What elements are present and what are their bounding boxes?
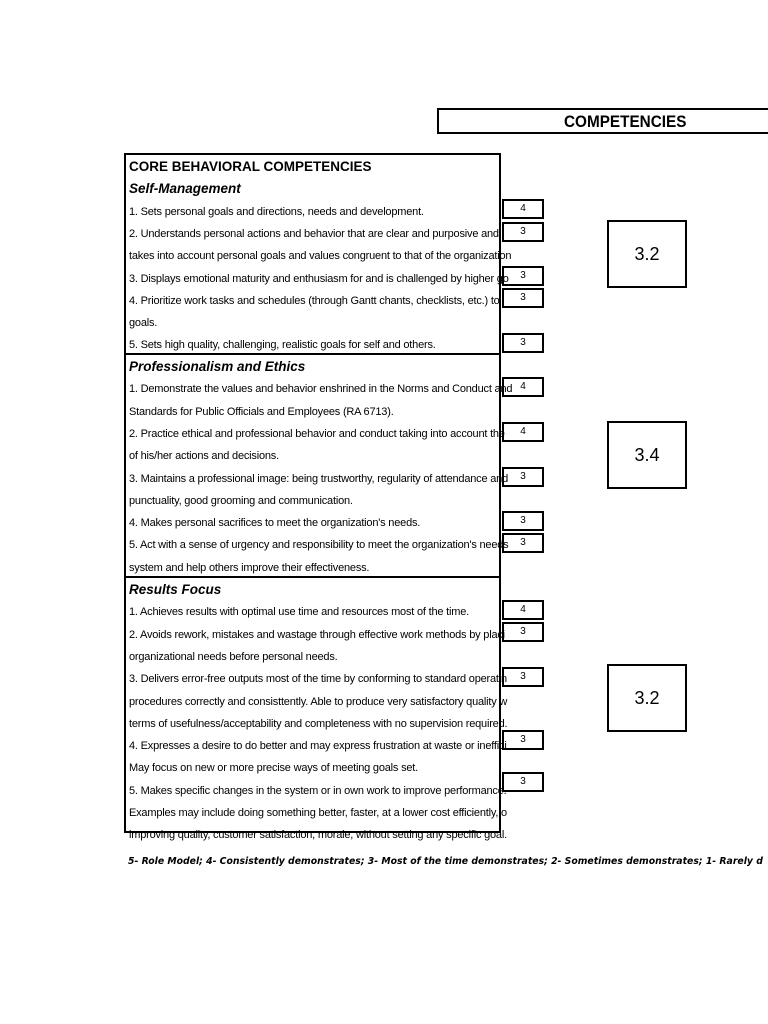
competency-line: 2. Understands personal actions and behavior that are clear and purposive and [129,228,499,240]
competency-line: punctuality, good grooming and communication. [129,495,353,507]
competency-line: of his/her actions and decisions. [129,450,279,462]
rating-cell[interactable]: 3 [502,622,544,642]
competency-line: 4. Prioritize work tasks and schedules (through Gantt chants, checklists, etc.) to [129,295,500,307]
average-professionalism-ethics: 3.4 [607,421,687,489]
average-results-focus: 3.2 [607,664,687,732]
rating-cell[interactable]: 3 [502,533,544,553]
rating-cell[interactable]: 3 [502,511,544,531]
group-title-professionalism-ethics: Professionalism and Ethics [129,359,306,374]
group-title-self-management: Self-Management [129,181,241,196]
competency-line: 1. Demonstrate the values and behavior enshrined in the Norms and Conduct and [129,383,513,395]
rating-cell[interactable]: 3 [502,288,544,308]
average-self-management: 3.2 [607,220,687,288]
competency-line: terms of usefulness/acceptability and completeness with no supervision required. [129,718,508,730]
competency-line: 5. Act with a sense of urgency and responsibility to meet the organization's needs [129,539,509,551]
section-self-management [124,153,512,355]
competency-line: Examples may include doing something better, faster, at a lower cost efficiently, o [129,807,507,819]
section-results-focus [124,576,508,841]
rating-cell[interactable]: 4 [502,199,544,219]
competency-line: system and help others improve their effectiveness. [129,562,370,574]
competency-line: 3. Displays emotional maturity and enthusiasm for and is challenged by higher go [129,273,509,285]
competency-line: May focus on new or more precise ways of meeting goals set. [129,762,419,774]
rating-legend: 5- Role Model; 4- Consistently demonstrates; 3- Most of the time demonstrates; 2- Sometimes demonstrates; 1- Rarely d [128,856,763,867]
competency-line: 3. Delivers error-free outputs most of the time by conforming to standard operatin [129,673,507,685]
section-professionalism-ethics [124,353,513,578]
competency-line: 5. Sets high quality, challenging, realistic goals for self and others. [129,339,436,351]
rating-cell[interactable]: 4 [502,600,544,620]
group-title-results-focus: Results Focus [129,582,222,597]
competency-line: 4. Makes personal sacrifices to meet the organization's needs. [129,517,421,529]
competency-line: procedures correctly and consisttently. Able to produce very satisfactory quality w [129,696,508,708]
competency-line: goals. [129,317,158,329]
competency-line: takes into account personal goals and values congruent to that of the organization [129,250,512,262]
competency-line: 1. Sets personal goals and directions, needs and development. [129,206,424,218]
competency-line: organizational needs before personal needs. [129,651,338,663]
competencies-header [437,108,768,134]
header-title: COMPETENCIES [564,112,687,131]
competency-line: 1. Achieves results with optimal use time and resources most of the time. [129,606,469,618]
rating-cell[interactable]: 3 [502,333,544,353]
rating-cell[interactable]: 3 [502,772,544,792]
competency-line: Standards for Public Officials and Employees (RA 6713). [129,406,394,418]
competency-line: improving quality, customer satisfaction, morale, without setting any specific goal. [129,829,507,841]
rating-cell[interactable]: 4 [502,422,544,442]
competency-line: 2. Practice ethical and professional behavior and conduct taking into account the [129,428,505,440]
competency-line: 3. Maintains a professional image: being trustworthy, regularity of attendance and [129,473,509,485]
competency-line: 5. Makes specific changes in the system or in own work to improve performance. [129,785,507,797]
competency-line: 4. Expresses a desire to do better and may express frustration at waste or ineffici [129,740,507,752]
category-title: CORE BEHAVIORAL COMPETENCIES [129,159,372,174]
competency-line: 2. Avoids rework, mistakes and wastage through effective work methods by placi [129,629,505,641]
rating-cell[interactable]: 3 [502,222,544,242]
rating-cell[interactable]: 3 [502,730,544,750]
rating-cell[interactable]: 3 [502,266,544,286]
rating-cell[interactable]: 3 [502,667,544,687]
rating-cell[interactable]: 4 [502,377,544,397]
rating-cell[interactable]: 3 [502,467,544,487]
